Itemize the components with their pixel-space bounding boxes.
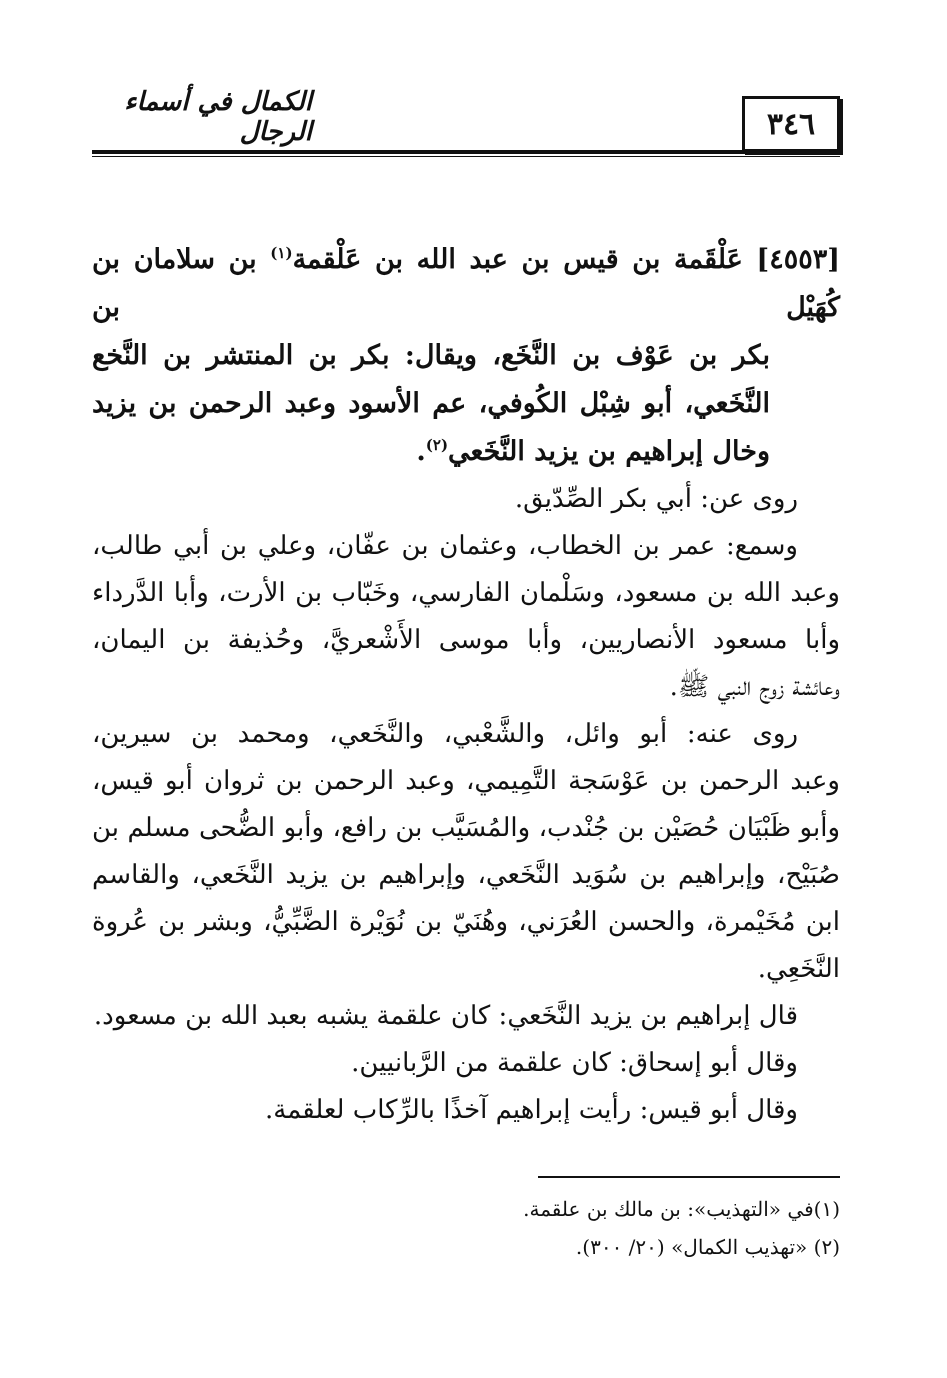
text-line: وأبو ظَبْيَان حُصَيْن بن جُنْدب، والمُسَيَّب بن رافع، وأبو الضُّحى مسلم بن — [92, 813, 840, 843]
running-title: الكمال في أسماء الرجال — [124, 87, 312, 147]
header-divider-thin — [92, 156, 840, 157]
text-line: وقال أبو إسحاق: كان علقمة من الرَّبانيين. — [351, 1048, 798, 1078]
text-line: روى عنه: أبو وائل، والشَّعْبي، والنَّخَعي، ومحمد بن سيرين، — [92, 719, 798, 749]
entry-line-4: وخال إبراهيم بن يزيد النَّخَعي$^{(٢)}$. — [416, 436, 770, 467]
biography-entry-heading — [92, 236, 840, 476]
footnote-1: (١)في «التهذيب»: بن مالك بن علقمة. — [523, 1197, 840, 1221]
footnote-divider — [538, 1176, 840, 1178]
paragraph-quote-ibrahim — [92, 993, 840, 1040]
text-line: روى عن: أبي بكر الصِّدّيق. — [514, 484, 798, 514]
page-header — [92, 87, 840, 152]
footnote-ref-2: (٢) — [425, 436, 449, 454]
text-line: النَّخَعِي. — [757, 954, 840, 984]
entry-line-1: [٤٥٥٣] عَلْقَمة بن قيس بن عبد الله بن عَلْقمة$^{(١)}$ بن سلامان بن كُهَيْل بن — [92, 244, 840, 323]
text-line: صُبَيْح، وإبراهيم بن سُوَيد النَّخَعي، وإبراهيم بن يزيد النَّخَعي، والقاسم — [92, 860, 840, 890]
paragraph-quote-abu-ishaq — [92, 1040, 840, 1087]
text-line: وعبد الله بن مسعود، وسَلْمان الفارسي، وخَبّاب بن الأرت، وأبا الدَّرداء — [92, 578, 840, 608]
paragraph-narrated-from — [92, 476, 840, 523]
paragraph-quote-abu-qays — [92, 1087, 840, 1134]
footnote-ref-1: (١) — [270, 244, 293, 262]
text-line: ابن مُخَيْمرة، والحسن العُرَني، وهُنَيّ بن نُوَيْرة الضَّبِّيُّ، وبشر بن عُروة — [92, 907, 840, 937]
paragraph-narrated-by — [92, 711, 840, 993]
header-divider — [92, 150, 840, 154]
text-line: قال إبراهيم بن يزيد النَّخَعي: كان علقمة يشبه بعبد الله بن مسعود. — [93, 1001, 798, 1031]
text-line: وقال أبو قيس: رأيت إبراهيم آخذًا بالرِّكاب لعلقمة. — [265, 1095, 798, 1125]
paragraph-heard-from — [92, 523, 840, 711]
text-line: وعبد الرحمن بن عَوْسَجة التَّمِيمي، وعبد الرحمن بن ثروان أبو قيس، — [92, 766, 840, 796]
text-line: وعائشة زوج النبي ﷺ. — [669, 672, 840, 702]
entry-line-2: بكر بن عَوْف بن النَّخَع، ويقال: بكر بن المنتشر بن النَّخع — [92, 340, 770, 371]
entry-line-3: النَّخَعي، أبو شِبْل الكُوفي، عم الأسود وعبد الرحمن بن يزيد — [92, 388, 770, 419]
footnote-2: (٢) «تهذيب الكمال» (٢٠/ ٣٠٠). — [575, 1235, 840, 1259]
text-line: وأبا مسعود الأنصاريين، وأبا موسى الأَشْعريَّ، وحُذيفة بن اليمان، — [92, 625, 840, 655]
text-line: وسمع: عمر بن الخطاب، وعثمان بن عفّان، وعلي بن أبي طالب، — [92, 531, 798, 561]
page-number: ٣٤٦ — [742, 96, 840, 152]
footnotes — [92, 1190, 840, 1266]
page-body — [92, 236, 840, 1134]
